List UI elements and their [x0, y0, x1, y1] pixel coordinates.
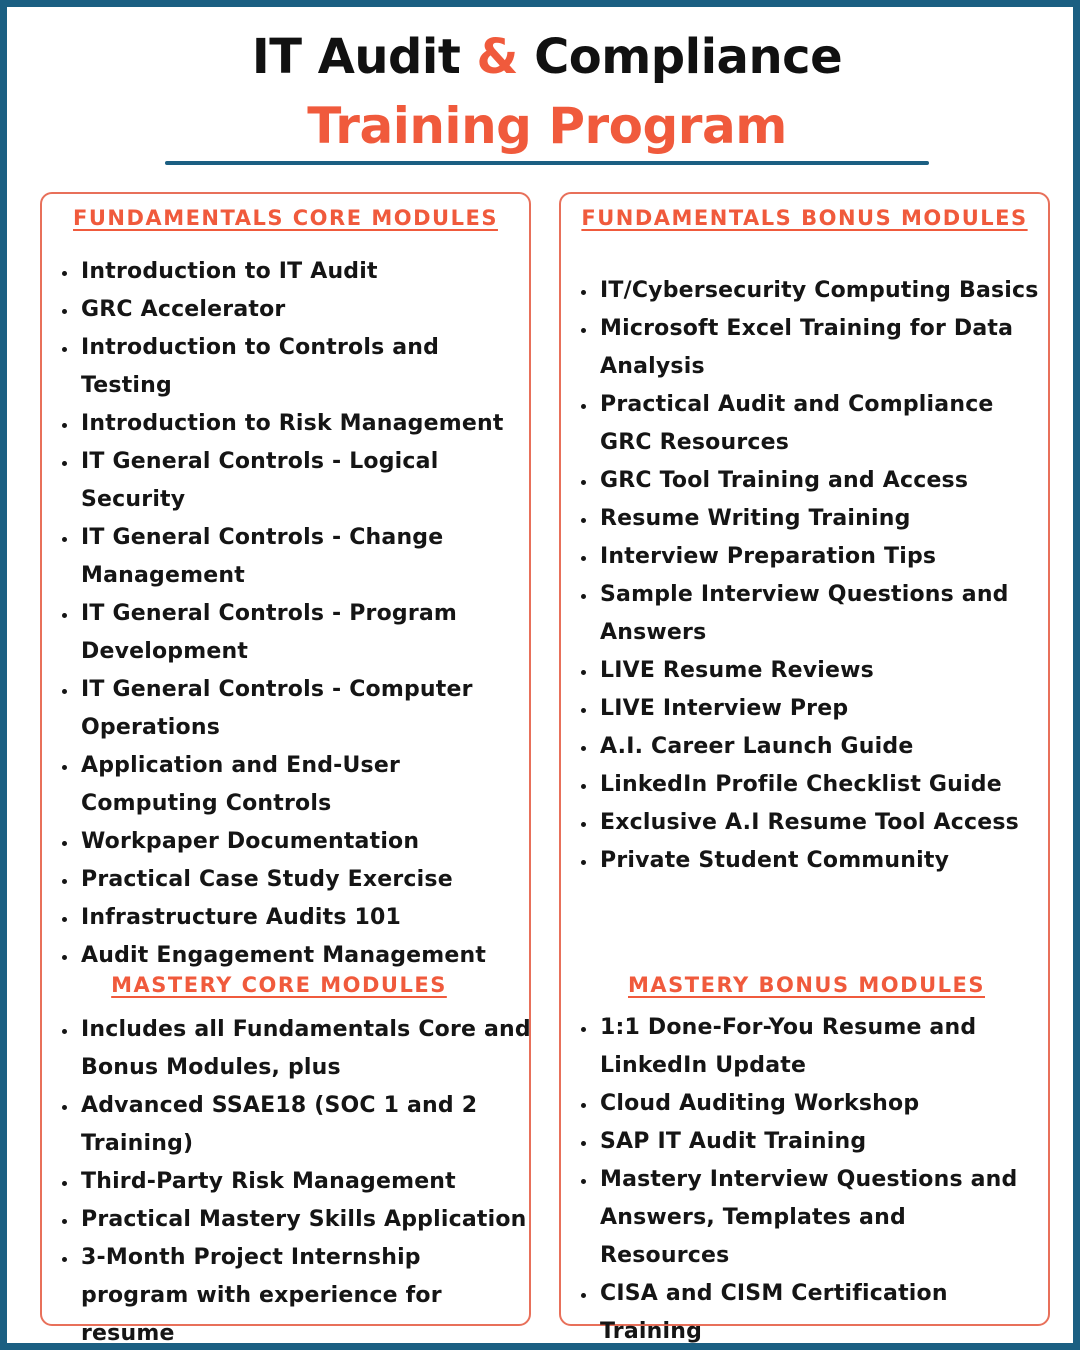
fundamentals-core-heading: FUNDAMENTALS CORE MODULES — [73, 206, 498, 230]
module-list-item: Third-Party Risk Management — [62, 1163, 532, 1201]
module-list-item: GRC Tool Training and Access — [581, 462, 1041, 500]
module-list-item: Exclusive A.I Resume Tool Access — [581, 804, 1041, 842]
module-list-item: Introduction to IT Audit — [62, 253, 532, 291]
mastery-bonus-list — [581, 1009, 1041, 1351]
title-divider — [165, 161, 929, 165]
left-panel — [40, 192, 531, 1346]
fundamentals-bonus-heading: FUNDAMENTALS BONUS MODULES — [581, 206, 1028, 230]
module-list-item: Application and End-User Computing Controls — [62, 747, 532, 823]
title-part-2: Compliance — [534, 29, 843, 85]
module-list-item: Microsoft Excel Training for Data Analysis — [581, 310, 1041, 386]
module-list-item: IT General Controls - Change Management — [62, 519, 532, 595]
module-list-item: IT General Controls - Computer Operations — [62, 671, 532, 747]
module-list-item: GRC Accelerator — [62, 291, 532, 329]
module-list-item: Introduction to Controls and Testing — [62, 329, 532, 405]
module-list-item: SAP IT Audit Training — [581, 1123, 1041, 1161]
module-list-item: Includes all Fundamentals Core and Bonus Modules, plus — [62, 1011, 532, 1087]
module-list-item: Workpaper Documentation — [62, 823, 532, 861]
module-list-item: Cloud Auditing Workshop — [581, 1085, 1041, 1123]
module-list-item: 3-Month Project Internship program with experience for resume — [62, 1239, 532, 1353]
fundamentals-bonus-list — [581, 272, 1041, 880]
module-list-item: Sample Interview Questions and Answers — [581, 576, 1041, 652]
title-part-1: IT Audit — [251, 29, 461, 85]
module-list-item: Resume Writing Training — [581, 500, 1041, 538]
module-list-item: Interview Preparation Tips — [581, 538, 1041, 576]
page-subtitle: Training Program — [307, 97, 787, 155]
right-panel — [559, 192, 1050, 1344]
mastery-core-heading: MASTERY CORE MODULES — [111, 973, 447, 997]
module-list-item: Advanced SSAE18 (SOC 1 and 2 Training) — [62, 1087, 532, 1163]
module-list-item: Private Student Community — [581, 842, 1041, 880]
module-list-item: LIVE Resume Reviews — [581, 652, 1041, 690]
module-list-item: Practical Audit and Compliance GRC Resources — [581, 386, 1041, 462]
module-list-item: Infrastructure Audits 101 — [62, 899, 532, 937]
fundamentals-core-list — [62, 253, 532, 975]
module-list-item: A.I. Career Launch Guide — [581, 728, 1041, 766]
module-list-item: CISA and CISM Certification Training — [581, 1275, 1041, 1351]
mastery-core-list — [62, 1011, 532, 1353]
module-list-item: IT General Controls - Logical Security — [62, 443, 532, 519]
module-list-item: 1:1 Done-For-You Resume and LinkedIn Update — [581, 1009, 1041, 1085]
module-list-item: Audit Engagement Management — [62, 937, 532, 975]
module-list-item: LIVE Interview Prep — [581, 690, 1041, 728]
title-ampersand: & — [476, 29, 518, 85]
mastery-bonus-heading: MASTERY BONUS MODULES — [628, 973, 985, 997]
module-list-item: Introduction to Risk Management — [62, 405, 532, 443]
module-list-item: Practical Case Study Exercise — [62, 861, 532, 899]
module-list-item: Mastery Interview Questions and Answers, Templates and Resources — [581, 1161, 1041, 1275]
module-list-item: Practical Mastery Skills Application — [62, 1201, 532, 1239]
module-list-item: IT/Cybersecurity Computing Basics — [581, 272, 1041, 310]
module-list-item: IT General Controls - Program Development — [62, 595, 532, 671]
module-list-item: LinkedIn Profile Checklist Guide — [581, 766, 1041, 804]
page-title — [7, 29, 1080, 85]
